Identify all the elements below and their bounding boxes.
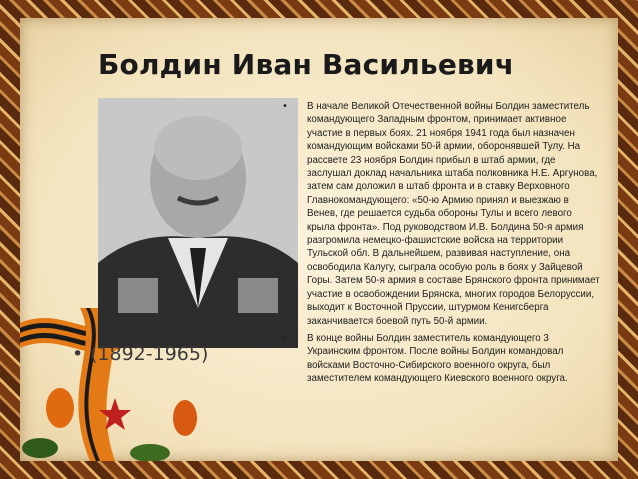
biography-item [282, 332, 602, 386]
slide-background [20, 18, 618, 461]
page-title: Болдин Иван Васильевич [98, 48, 515, 81]
biography-paragraph: В начале Великой Отечественной войны Болдин заместитель командующего Западным фронтом, принимает активное участие в первых боях. 21 ноября 1941 года был назначен командующим войсками 50-й армии, оборонявшей Тулу. На рассвете 23 ноября Болдин прибыл в штаб армии, где заслушал доклад начальника штаба полковника Н.Е. Аргунова, затем сам доложил в штаб фронта и в ставку Верховного Главнокомандующего: «50-ю Армию принял и выезжаю в Венев, где решается судьба обороны Тулы и всего левого крыла фронта». Под руководством И.В. Болдина 50-я армия разгромила немецко-фашистские войска на территории Тульской обл. В дальнейшем, развивая наступление, она освободила Калугу, сыграла особую роль в боях у Зайцевой Горы. Затем 50-я армия в составе Брянского фронта принимает участие в освобождении Брянска, многих городов Белоруссии, выходит к Восточной Пруссии, штурмом Кенигсберга заканчивается боевой путь 50-й армии. [307, 101, 600, 327]
portrait-photo [98, 98, 298, 348]
bullet-marker: • [72, 343, 84, 365]
biography-paragraph: В конце войны Болдин заместитель командующего 3 Украинским фронтом. После войны Болдин командовал войсками Восточно-Сибирского военного округа, был заместителем командующего Киевского военного округа. [307, 332, 568, 385]
bullet-marker: • [282, 332, 288, 344]
biography-item [282, 100, 602, 328]
bullet-marker: • [282, 101, 288, 112]
biography-list [282, 100, 602, 390]
years-text: (1892-1965) [90, 343, 209, 365]
years-item [72, 343, 208, 365]
